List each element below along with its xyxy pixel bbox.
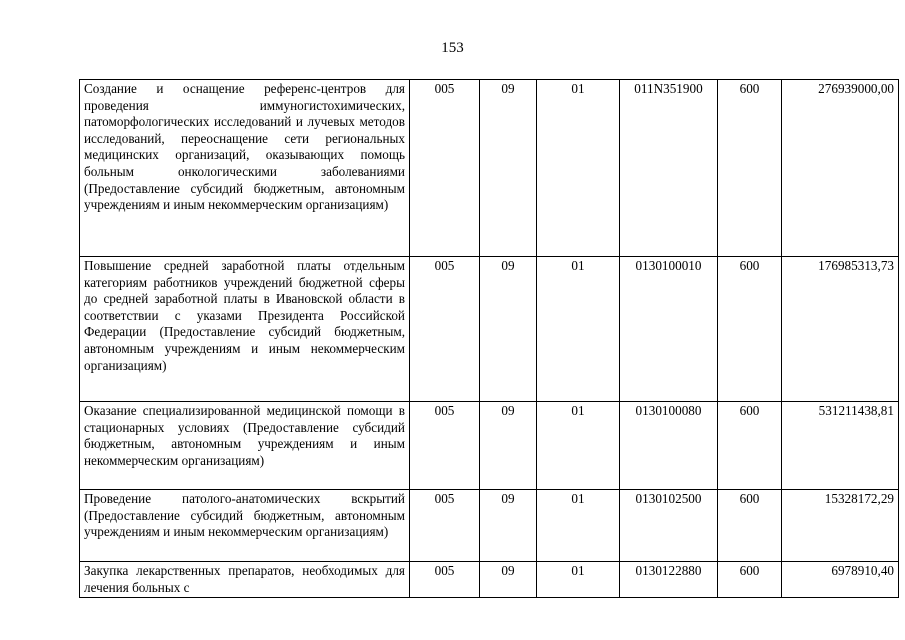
row-description xyxy=(80,402,410,490)
table-row xyxy=(80,490,899,562)
target-article-code: 011N351900 xyxy=(620,80,718,257)
amount-value: 176985313,73 xyxy=(782,257,899,402)
row-description xyxy=(80,562,410,598)
subsection-code: 01 xyxy=(537,562,620,598)
amount-value: 531211438,81 xyxy=(782,402,899,490)
row-description xyxy=(80,490,410,562)
ministry-code: 005 xyxy=(410,562,480,598)
description-text: Закупка лекарственных препаратов, необходимых для лечения больных с xyxy=(84,563,405,595)
section-code: 09 xyxy=(480,402,537,490)
page-number: 153 xyxy=(441,40,464,56)
description-text: Повышение средней заработной платы отдельным категориям работников учреждений бюджетной сферы до средней заработной платы в Ивановской области в соответствии с указами Президента Российской Федерации (Предоставление субсидий бюджетным, автономным учреждениям и иным некоммерческим организациям) xyxy=(84,258,405,373)
table-row xyxy=(80,562,899,598)
expense-type-code: 600 xyxy=(718,402,782,490)
table-row xyxy=(80,257,899,402)
subsection-code: 01 xyxy=(537,80,620,257)
amount-value: 15328172,29 xyxy=(782,490,899,562)
row-description xyxy=(80,257,410,402)
subsection-code: 01 xyxy=(537,257,620,402)
description-text: Оказание специализированной медицинской помощи в стационарных условиях (Предоставление субсидий бюджетным, автономным учреждениям и иным некоммерческим организациям) xyxy=(84,403,405,468)
section-code: 09 xyxy=(480,562,537,598)
subsection-code: 01 xyxy=(537,490,620,562)
table-row xyxy=(80,402,899,490)
expense-type-code: 600 xyxy=(718,257,782,402)
target-article-code: 0130100080 xyxy=(620,402,718,490)
target-article-code: 0130122880 xyxy=(620,562,718,598)
table-row xyxy=(80,80,899,257)
section-code: 09 xyxy=(480,80,537,257)
row-description xyxy=(80,80,410,257)
ministry-code: 005 xyxy=(410,402,480,490)
expense-type-code: 600 xyxy=(718,80,782,257)
description-text: Создание и оснащение референс-центров для проведения иммуногистохимических, патоморфологических исследований и лучевых методов исследований, переоснащение сети региональных медицинских организаций, оказывающих помощь больным онкологическими заболеваниями (Предоставление субсидий бюджетным, автономным учреждениям и иным некоммерческим организациям) xyxy=(84,81,405,213)
subsection-code: 01 xyxy=(537,402,620,490)
ministry-code: 005 xyxy=(410,80,480,257)
target-article-code: 0130102500 xyxy=(620,490,718,562)
description-text: Проведение патолого-анатомических вскрытий (Предоставление субсидий бюджетным, автономным учреждениям и иным некоммерческим организациям) xyxy=(84,491,405,540)
expense-type-code: 600 xyxy=(718,562,782,598)
section-code: 09 xyxy=(480,490,537,562)
amount-value: 276939000,00 xyxy=(782,80,899,257)
amount-value: 6978910,40 xyxy=(782,562,899,598)
budget-table xyxy=(79,79,899,598)
ministry-code: 005 xyxy=(410,257,480,402)
target-article-code: 0130100010 xyxy=(620,257,718,402)
section-code: 09 xyxy=(480,257,537,402)
ministry-code: 005 xyxy=(410,490,480,562)
expense-type-code: 600 xyxy=(718,490,782,562)
